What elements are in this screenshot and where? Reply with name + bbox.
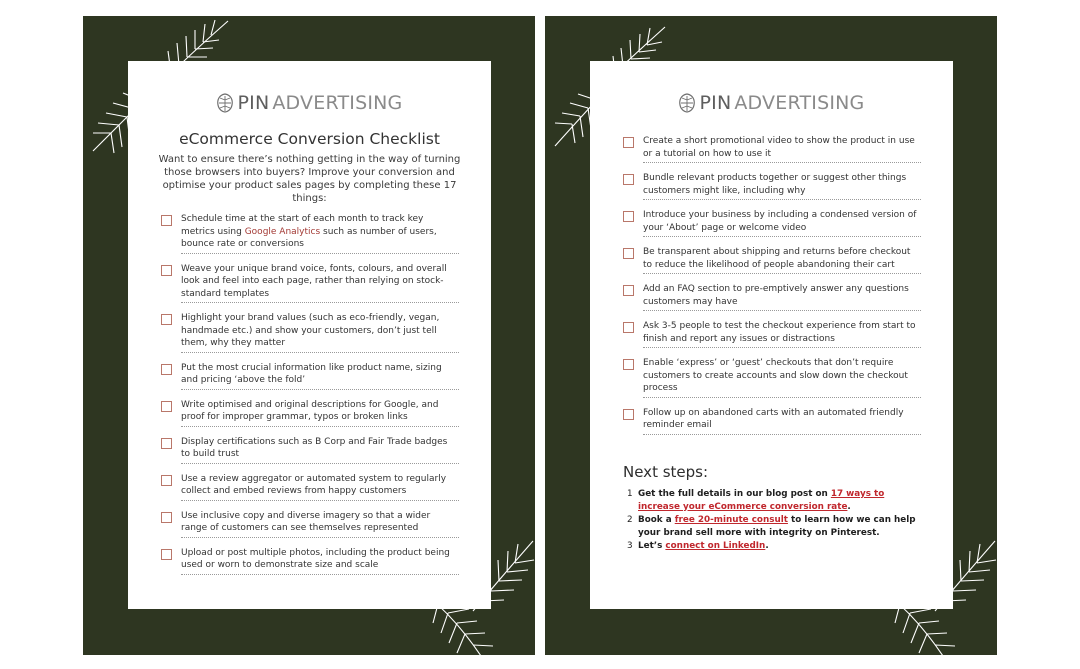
paper-sheet	[590, 61, 953, 609]
list-item	[623, 135, 921, 163]
page-title: eCommerce Conversion Checklist	[179, 130, 440, 148]
item-text: Use inclusive copy and diverse imagery so that a wider range of customers can see themselves represented	[181, 510, 459, 538]
checkbox[interactable]	[623, 248, 634, 259]
logo-word-pin: PIN	[237, 92, 270, 114]
item-text-before: Schedule time at the start of each month to track key metrics using	[181, 214, 424, 237]
list-item	[623, 246, 921, 274]
intro-text: Want to ensure there’s nothing getting in the way of turning those browsers into buyers? Improve your conversion and optimise your product sales pages by completing these 17 things:	[158, 154, 461, 204]
checkbox[interactable]	[623, 174, 634, 185]
step-number: 1	[627, 489, 633, 499]
monstera-leaf-icon	[678, 93, 696, 113]
list-item	[161, 213, 459, 254]
item-text: Add an FAQ section to pre-emptively answer any questions customers may have	[643, 283, 921, 311]
checkbox[interactable]	[623, 359, 634, 370]
item-text: Display certifications such as B Corp and Fair Trade badges to build trust	[181, 436, 459, 464]
brand-logo	[128, 92, 491, 114]
item-text: Bundle relevant products together or suggest other things customers might like, including why	[643, 172, 921, 200]
checkbox[interactable]	[161, 314, 172, 325]
step-number: 3	[627, 541, 633, 551]
item-text-after: such as number of users, bounce rate or conversions	[181, 226, 437, 249]
checkbox[interactable]	[161, 475, 172, 486]
item-text: Enable ‘express’ or ‘guest’ checkouts that don’t require customers to create accounts and slow down the checkout process	[643, 357, 921, 398]
item-text: Ask 3-5 people to test the checkout experience from start to finish and report any issues or distractions	[643, 320, 921, 348]
list-item	[161, 263, 459, 304]
checklist-page-2	[545, 16, 997, 655]
paper-sheet	[128, 61, 491, 609]
checkbox[interactable]	[161, 265, 172, 276]
list-item	[623, 407, 921, 435]
item-text	[181, 213, 459, 254]
checkbox[interactable]	[161, 215, 172, 226]
item-text: Use a review aggregator or automated system to regularly collect and embed reviews from happy customers	[181, 473, 459, 501]
checklist	[623, 135, 921, 444]
step-text: Let’s	[638, 541, 666, 551]
list-item	[623, 320, 921, 348]
list-item	[623, 283, 921, 311]
google-analytics-link[interactable]: Google Analytics	[244, 226, 321, 237]
step-text: Book a	[638, 515, 675, 525]
checkbox[interactable]	[161, 364, 172, 375]
list-item	[623, 209, 921, 237]
linkedin-link[interactable]: connect on LinkedIn	[665, 541, 766, 551]
list-item	[161, 312, 459, 353]
item-text: Introduce your business by including a condensed version of your ‘About’ page or welcome video	[643, 209, 921, 237]
list-item	[161, 510, 459, 538]
step-text-end: to learn how we can help your brand sell more with integrity on Pinterest.	[638, 515, 916, 538]
list-item	[161, 399, 459, 427]
checkbox[interactable]	[623, 285, 634, 296]
item-text: Weave your unique brand voice, fonts, colours, and overall look and feel into each page, rather than relying on stock-standard templates	[181, 263, 459, 304]
blog-post-link[interactable]: 17 ways to increase your eCommerce conversion rate	[638, 489, 885, 512]
next-steps-list	[627, 488, 917, 554]
step-item	[627, 540, 917, 553]
list-item	[623, 172, 921, 200]
list-item	[161, 362, 459, 390]
item-text: Follow up on abandoned carts with an automated friendly reminder email	[643, 407, 921, 435]
step-item	[627, 488, 917, 513]
checklist-page-1	[83, 16, 535, 655]
list-item	[623, 357, 921, 398]
checkbox[interactable]	[623, 211, 634, 222]
checkbox[interactable]	[623, 409, 634, 420]
item-text: Create a short promotional video to show the product in use or a tutorial on how to use it	[643, 135, 921, 163]
logo-word-advertising: ADVERTISING	[272, 92, 403, 114]
step-item	[627, 514, 917, 539]
step-number: 2	[627, 515, 633, 525]
item-text: Highlight your brand values (such as eco-friendly, vegan, handmade etc.) and show your customers, don’t just tell them, why they matter	[181, 312, 459, 353]
brand-logo	[590, 92, 953, 114]
step-text-end: .	[847, 501, 851, 512]
checkbox[interactable]	[161, 401, 172, 412]
checkbox[interactable]	[161, 549, 172, 560]
step-text: Get the full details in our blog post on	[638, 489, 831, 499]
checklist	[161, 213, 459, 584]
list-item	[161, 547, 459, 575]
logo-word-pin: PIN	[699, 92, 732, 114]
monstera-leaf-icon	[216, 93, 234, 113]
item-text: Be transparent about shipping and returns before checkout to reduce the likelihood of people abandoning their cart	[643, 246, 921, 274]
checkbox[interactable]	[623, 322, 634, 333]
list-item	[161, 436, 459, 464]
checkbox[interactable]	[161, 438, 172, 449]
checkbox[interactable]	[623, 137, 634, 148]
step-text-end: .	[765, 541, 769, 551]
logo-word-advertising: ADVERTISING	[734, 92, 865, 114]
consult-link[interactable]: free 20-minute consult	[674, 515, 788, 525]
item-text: Write optimised and original descriptions for Google, and proof for improper grammar, typos or broken links	[181, 399, 459, 427]
item-text: Put the most crucial information like product name, sizing and pricing ‘above the fold’	[181, 362, 459, 390]
item-text: Upload or post multiple photos, including the product being used or worn to demonstrate size and scale	[181, 547, 459, 575]
checkbox[interactable]	[161, 512, 172, 523]
next-steps-title: Next steps:	[623, 463, 709, 481]
list-item	[161, 473, 459, 501]
